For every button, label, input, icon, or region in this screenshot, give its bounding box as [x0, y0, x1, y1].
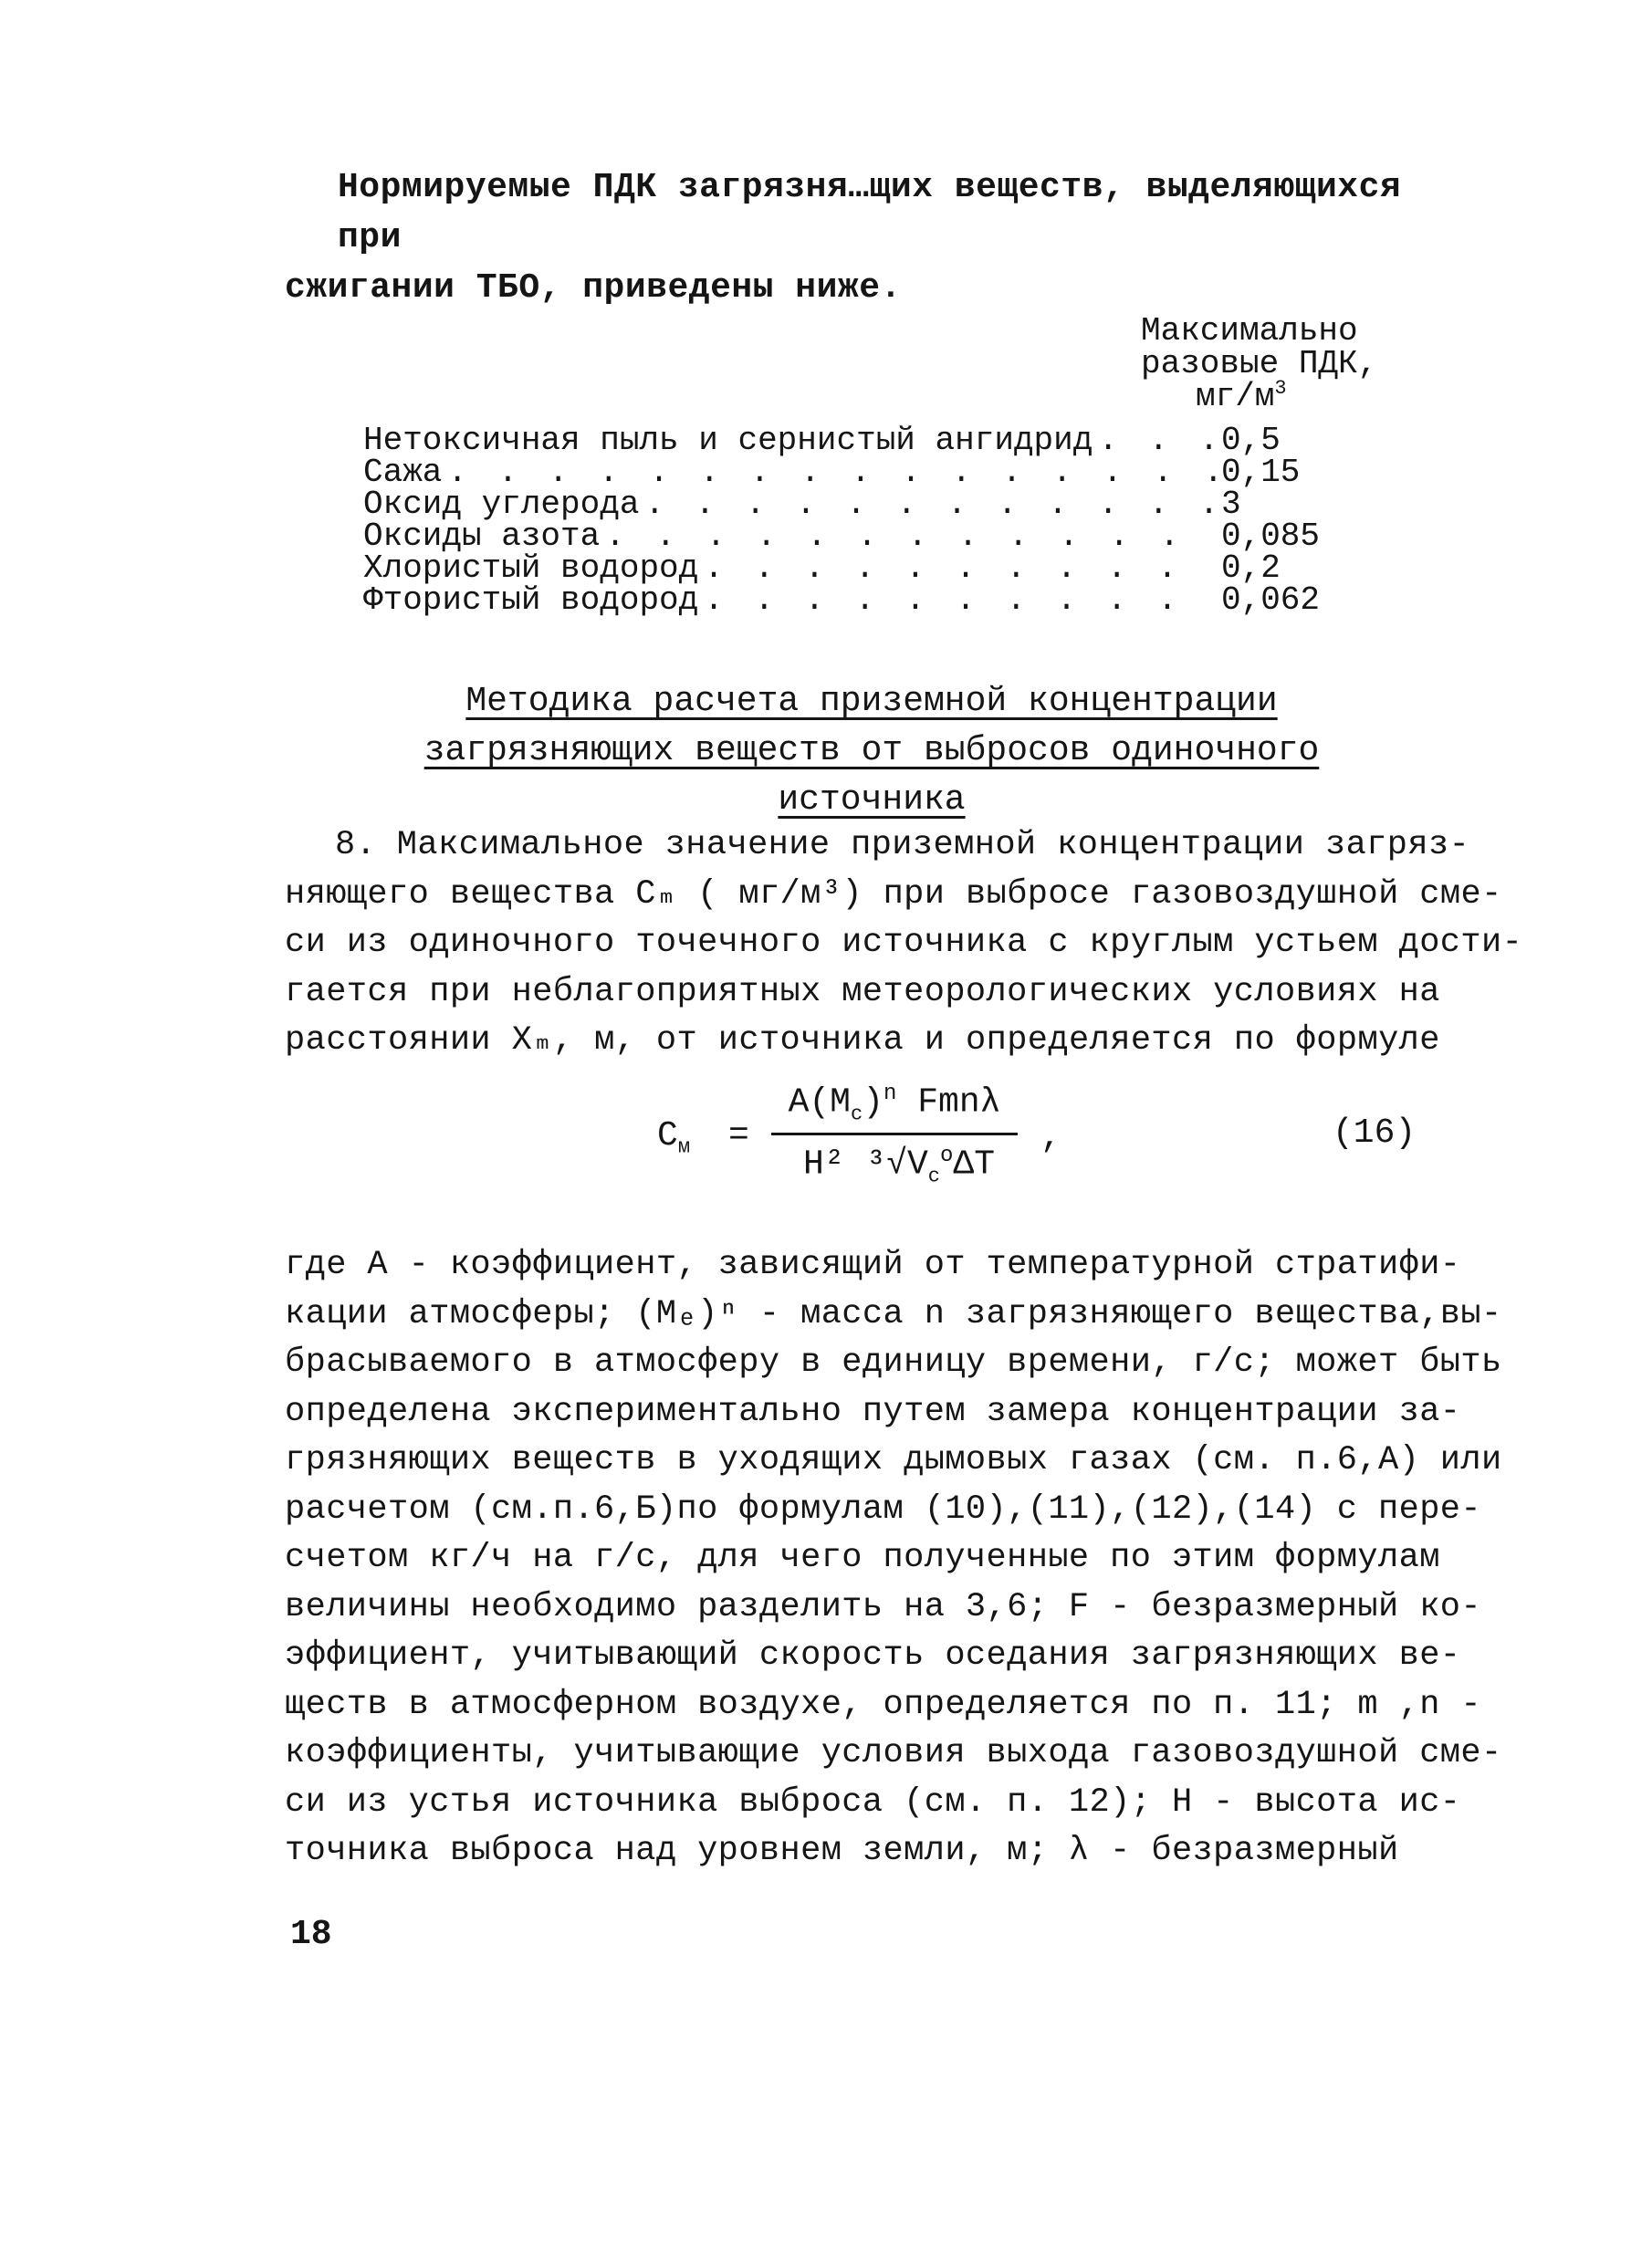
dot-leader — [644, 488, 1216, 520]
intro-paragraph — [285, 162, 1426, 313]
pdk-row — [363, 486, 1331, 523]
numerator-part: A(M — [788, 1082, 851, 1123]
paragraph-8 — [285, 821, 1523, 1066]
numerator-sup: n — [883, 1082, 897, 1106]
pdk-row-name: Хлористый водород — [363, 549, 699, 587]
pdk-row-value: 0,5 — [1221, 422, 1281, 459]
formula-lhs-symbol: C — [657, 1116, 678, 1155]
pdk-row — [363, 549, 1331, 587]
formula-16 — [657, 1072, 1417, 1191]
section-title — [347, 677, 1396, 825]
pdk-row — [363, 581, 1331, 619]
pdk-row-value: 3 — [1221, 486, 1241, 523]
numerator-rest: Fmnλ — [917, 1082, 1001, 1123]
formula-number: (16) — [1333, 1113, 1417, 1153]
formula-numerator: $A(M_c)^n$ Fmnλ — [788, 1082, 1001, 1126]
intro-line-2: сжигании ТБО, приведены ниже. — [285, 268, 902, 308]
pdk-unit-sup: 3 — [1274, 377, 1287, 400]
denominator-part: H² ³√V — [802, 1144, 928, 1185]
pdk-column-header — [1141, 312, 1396, 415]
paragraph-line: си из устья источника выброса (см. п. 12); H - высота ис- — [285, 1782, 1461, 1822]
formula-comma: , — [1040, 1118, 1061, 1157]
pdk-row-name: Фтористый водород — [363, 581, 699, 619]
pdk-row-value: 0,085 — [1221, 517, 1321, 555]
section-title-line-2: загрязняющих веществ от выбросов одиночного источника — [423, 731, 1320, 820]
formula-lhs — [657, 1116, 690, 1159]
pdk-row — [363, 517, 1331, 555]
dot-leader — [704, 552, 1216, 584]
dot-leader — [447, 456, 1216, 488]
denominator-sup: o — [940, 1144, 954, 1168]
paragraph-line: ществ в атмосферном воздухе, определяется по п. 11; m ,n - — [285, 1685, 1482, 1724]
pdk-row-name: Оксид углерода — [363, 486, 640, 523]
paragraph-line: величины необходимо разделить на 3,6; F - безразмерный ко- — [285, 1587, 1482, 1626]
paragraph-line: точника выброса над уровнем земли, м; λ - безразмерный — [285, 1832, 1399, 1870]
pdk-unit-text: мг/м — [1196, 378, 1275, 415]
pdk-row-value: 0,062 — [1221, 581, 1321, 619]
paragraph-line: где A - коэффициент, зависящий от температурной стратифи- — [285, 1246, 1461, 1284]
pdk-header-line-1: Максимально — [1141, 312, 1358, 350]
paragraph-line: си из одиночного точечного источника с круглым устьем дости- — [285, 924, 1523, 962]
dot-leader — [704, 584, 1216, 616]
paragraph-line: определена экспериментально путем замера концентрации за- — [285, 1392, 1461, 1431]
paragraph-line: эффициент, учитывающий скорость оседания загрязняющих ве- — [285, 1636, 1461, 1675]
paragraph-line: коэффициенты, учитывающие условия выхода газовоздушной сме- — [285, 1734, 1502, 1772]
pdk-row-value: 0,2 — [1221, 549, 1281, 587]
paragraph-line: счетом кг/ч на г/с, для чего полученные по этим формулам — [285, 1539, 1440, 1577]
numerator-sub: c — [850, 1103, 863, 1126]
section-title-line-1: Методика расчета приземной концентрации — [465, 682, 1278, 721]
pdk-row — [363, 454, 1331, 491]
paragraph-where — [285, 1241, 1502, 1876]
pdk-header-unit — [1141, 377, 1396, 415]
paragraph-line: расстоянии Xₘ, м, от источника и определяется по формуле — [285, 1021, 1440, 1060]
page-number: 18 — [290, 1915, 332, 1954]
fraction-bar — [771, 1133, 1018, 1135]
pdk-row-name: Оксиды азота — [363, 517, 601, 555]
dot-leader — [605, 520, 1216, 552]
pdk-row-name: Сажа — [363, 454, 443, 491]
pdk-header-line-2: разовые ПДК, — [1141, 345, 1378, 382]
pdk-row-value: 0,15 — [1221, 454, 1301, 491]
formula-equals: = — [728, 1116, 749, 1155]
formula-denominator — [785, 1144, 1013, 1187]
denominator-rest: ΔT — [953, 1144, 996, 1185]
pdk-row — [363, 422, 1331, 459]
paragraph-line: брасываемого в атмосферу в единицу времени, г/с; может быть — [285, 1343, 1502, 1382]
paragraph-line: кации атмосферы; (Mₑ)ⁿ - масса n загрязняющего вещества,вы- — [285, 1294, 1502, 1333]
pdk-table — [363, 422, 1331, 619]
dot-leader — [1098, 424, 1216, 456]
paragraph-line: няющего вещества Cₘ ( мг/м³) при выбросе газовоздушной сме- — [285, 874, 1502, 914]
paragraph-line: расчетом (см.п.6,Б)по формулам (10),(11),(12),(14) с пере- — [285, 1489, 1482, 1529]
intro-line-1: Нормируемые ПДК загрязня…щих веществ, выделяющихся при — [338, 168, 1402, 257]
paragraph-line: 8. Максимальное значение приземной концентрации загряз- — [335, 826, 1470, 864]
formula-lhs-sub: м — [677, 1135, 691, 1159]
denominator-sub: c — [927, 1165, 940, 1188]
paragraph-line: грязняющих веществ в уходящих дымовых газах (см. п.6,A) или — [285, 1441, 1502, 1479]
pdk-row-name: Нетоксичная пыль и сернистый ангидрид — [363, 422, 1093, 459]
paragraph-line: гается при неблагоприятных метеорологических условиях на — [285, 972, 1440, 1011]
